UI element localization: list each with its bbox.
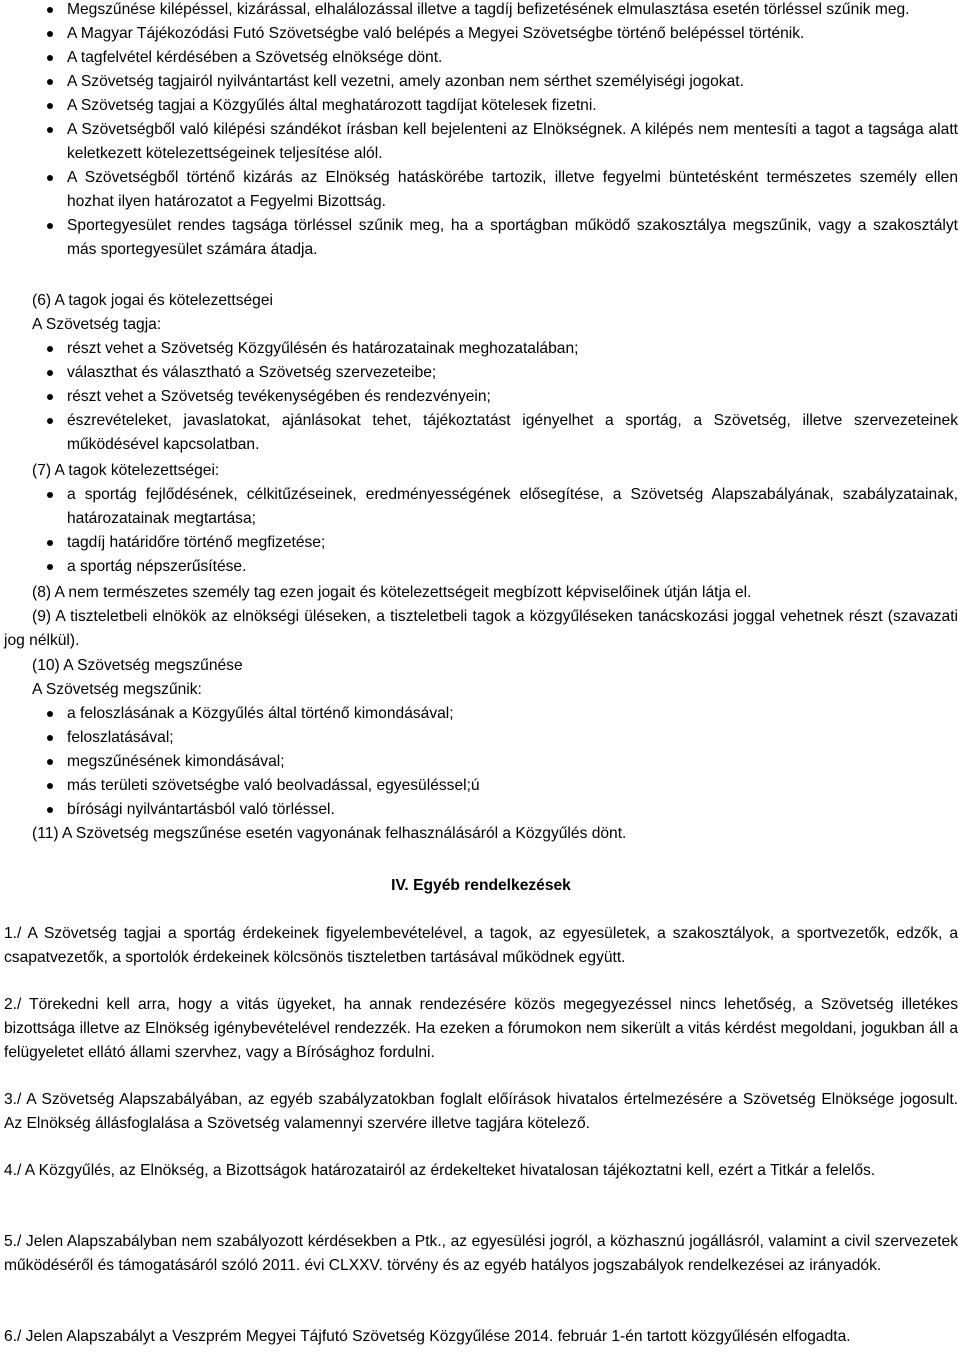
list-item: észrevételeket, javaslatokat, ajánlásokat tehet, tájékoztatást igényelhet a sportág, a Szövetség, illetve szervezeteinek működésével kapcsolatban. — [4, 409, 958, 457]
list-item: a sportág népszerűsítése. — [4, 555, 958, 579]
list-item: a feloszlásának a Közgyűlés által történő kimondásával; — [4, 702, 958, 726]
list-item: A Szövetség tagjairól nyilvántartást kell vezetni, amely azonban nem sérthet személyiségi jogokat. — [4, 70, 958, 94]
section-heading: (7) A tagok kötelezettségei: — [32, 462, 220, 479]
list-item: választhat és választható a Szövetség szervezeteibe; — [4, 361, 958, 385]
membership-termination-list — [4, 0, 958, 262]
chapter-title: IV. Egyéb rendelkezések — [391, 877, 571, 894]
section-intro: A Szövetség tagja: — [32, 316, 162, 333]
list-item: részt vehet a Szövetség Közgyűlésén és határozatainak meghozatalában; — [4, 337, 958, 361]
list-item: Sportegyesület rendes tagsága törléssel szűnik meg, ha a sportágban működő szakosztálya megszűnik, vagy a szakosztályt más sportegyesület számára átadja. — [4, 214, 958, 262]
list-item: A tagfelvétel kérdésében a Szövetség elnöksége dönt. — [4, 46, 958, 70]
list-item: A Magyar Tájékozódási Futó Szövetségbe való belépés a Megyei Szövetségbe történő belépéssel történik. — [4, 22, 958, 46]
section-10 — [4, 654, 958, 846]
provision-3: 3./ A Szövetség Alapszabályában, az egyéb szabályzatokban foglalt előírások hivatalos értelmezésére a Szövetség Elnöksége jogosult. Az Elnökség állásfoglalása a Szövetség valamennyi szervére illetve tagjára kötelező. — [4, 1091, 958, 1132]
section-6 — [4, 289, 958, 457]
list-item: részt vehet a Szövetség tevékenységében és rendezvényein; — [4, 385, 958, 409]
provision-2: 2./ Törekedni kell arra, hogy a vitás ügyeket, ha annak rendezésére közös megegyezéssel nincs lehetőség, a Szövetség illetékes bizottsága illetve az Elnökség igénybevételével rendezzék. Ha ezeken a fórumokon nem sikerült a vitás kérdést megoldani, jogukban áll a felügyeletet ellátó állami szervhez, vagy a Bírósághoz fordulni. — [4, 996, 958, 1061]
section-7 — [4, 459, 958, 579]
provision-5: 5./ Jelen Alapszabályban nem szabályozott kérdésekben a Ptk., az egyesülési jogról, a közhasznú jogállásról, valamint a civil szervezetek működéséről és támogatásáról szóló 2011. évi CLXXV. törvény és az egyéb hatályos jogszabályok rendelkezései az irányadók. — [4, 1233, 958, 1274]
provision-1: 1./ A Szövetség tagjai a sportág érdekeinek figyelembevételével, a tagok, az egyesületek, a szakosztályok, a sportvezetők, edzők, a csapatvezetők, a sportolók érdekeinek kölcsönös tiszteletben tartásával működnek együtt. — [4, 925, 958, 966]
section-heading: (10) A Szövetség megszűnése — [32, 657, 243, 674]
list-item: tagdíj határidőre történő megfizetése; — [4, 531, 958, 555]
list-item: más területi szövetségbe való beolvadással, egyesüléssel;ú — [4, 774, 958, 798]
list-item: A Szövetség tagjai a Közgyűlés által meghatározott tagdíjat kötelesek fizetni. — [4, 94, 958, 118]
list-item: Megszűnése kilépéssel, kizárással, elhalálozással illetve a tagdíj befizetésének elmulasztása esetén törléssel szűnik meg. — [4, 0, 958, 22]
list-item: bírósági nyilvántartásból való törléssel. — [4, 798, 958, 822]
section-intro: A Szövetség megszűnik: — [32, 681, 202, 698]
list-item: feloszlatásával; — [4, 726, 958, 750]
section-8-paragraph: (8) A nem természetes személy tag ezen jogait és kötelezettségeit megbízott képviselőinek útján látja el. — [32, 584, 752, 601]
provision-6: 6./ Jelen Alapszabályt a Veszprém Megyei Tájfutó Szövetség Közgyűlése 2014. február 1-én tartott közgyűlésén elfogadta. — [4, 1328, 851, 1345]
list-item: A Szövetségből történő kizárás az Elnökség hatáskörébe tartozik, illetve fegyelmi büntetésként természetes személy ellen hozhat ilyen határozatot a Fegyelmi Bizottság. — [4, 166, 958, 214]
list-item: A Szövetségből való kilépési szándékot írásban kell bejelenteni az Elnökségnek. A kilépés nem mentesíti a tagot a tagsága alatt keletkezett kötelezettségeinek teljesítése alól. — [4, 118, 958, 166]
section-11-paragraph: (11) A Szövetség megszűnése esetén vagyonának felhasználásáról a Közgyűlés dönt. — [32, 825, 627, 842]
list-item: a sportág fejlődésének, célkitűzéseinek, eredményességének elősegítése, a Szövetség Alapszabályának, szabályzatainak, határozatainak megtartása; — [4, 483, 958, 531]
provision-4: 4./ A Közgyűlés, az Elnökség, a Bizottságok határozatairól az érdekelteket hivatalosan tájékoztatni kell, ezért a Titkár a felelős. — [4, 1162, 876, 1179]
section-9-paragraph: (9) A tiszteletbeli elnökök az elnökségi üléseken, a tiszteletbeli tagok a közgyűléseken tanácskozási joggal vehetnek részt (szavazati jog nélkül). — [4, 608, 958, 649]
list-item: megszűnésének kimondásával; — [4, 750, 958, 774]
section-heading: (6) A tagok jogai és kötelezettségei — [32, 292, 273, 309]
section-8-9 — [4, 581, 958, 653]
